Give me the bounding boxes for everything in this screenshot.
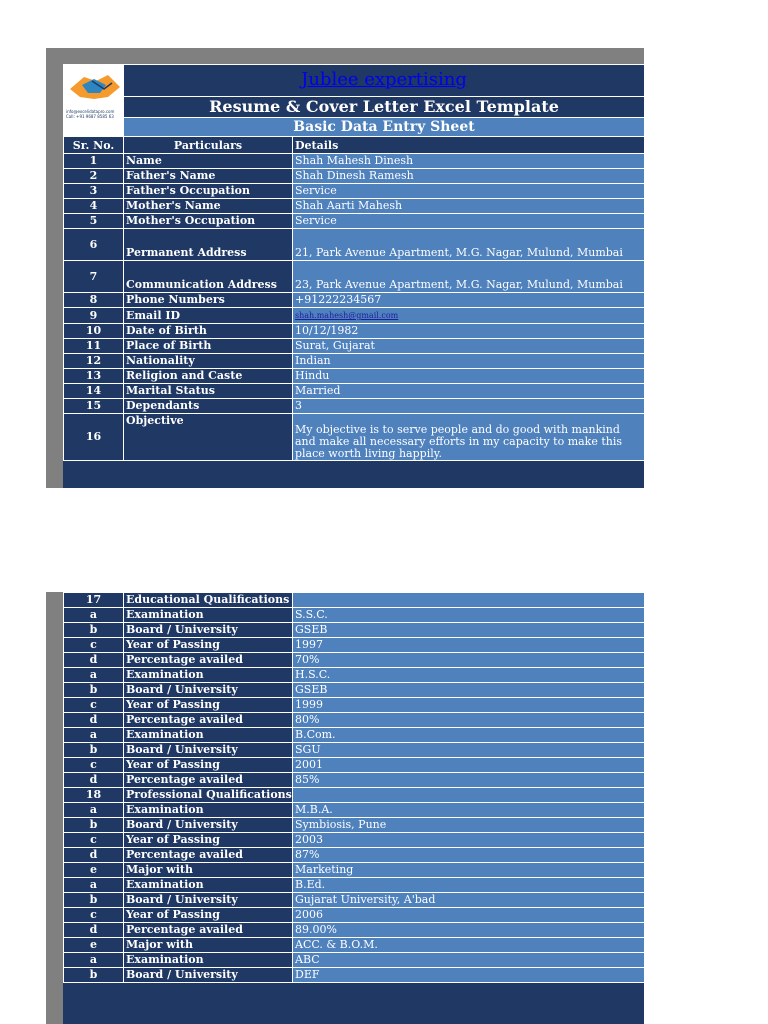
row-label: Father's Name [124,169,293,184]
sheet-subtitle: Basic Data Entry Sheet [124,118,645,137]
row-number: c [64,758,124,773]
row-value-cell[interactable]: 2001 [293,758,645,773]
table-row [64,169,645,184]
row-value-cell[interactable]: H.S.C. [293,668,645,683]
table-row [64,324,645,339]
row-number: 6 [64,229,124,261]
row-value-cell[interactable] [293,788,645,803]
row-value-cell[interactable]: Service [293,214,645,229]
table-row [64,803,645,818]
row-value-cell[interactable]: 21, Park Avenue Apartment, M.G. Nagar, Mulund, Mumbai [293,229,645,261]
row-value-cell[interactable]: Gujarat University, A'bad [293,893,645,908]
row-number: e [64,863,124,878]
logo-phone: Call: +91 9687 8585 63 [66,114,114,119]
table-row [64,154,645,169]
row-value-cell[interactable]: Marketing [293,863,645,878]
row-number: b [64,893,124,908]
row-label: Year of Passing [124,833,293,848]
row-number: a [64,728,124,743]
row-number: b [64,623,124,638]
row-label: Communication Address [124,261,293,293]
table-row [64,608,645,623]
row-label: Permanent Address [124,229,293,261]
row-number: 9 [64,308,124,324]
logo [64,65,124,137]
basic-data-table [63,64,645,461]
row-value-cell[interactable]: B.Com. [293,728,645,743]
row-number: 15 [64,399,124,414]
row-number: d [64,653,124,668]
row-value-cell[interactable]: Surat, Gujarat [293,339,645,354]
row-value-cell[interactable]: Symbiosis, Pune [293,818,645,833]
row-value-cell[interactable] [293,593,645,608]
table-row [64,848,645,863]
row-number: 7 [64,261,124,293]
table-row [64,953,645,968]
table-row [64,384,645,399]
table-row [64,369,645,384]
row-number: a [64,878,124,893]
row-number: 2 [64,169,124,184]
row-label: Percentage availed [124,713,293,728]
row-label: Major with [124,863,293,878]
row-value-cell[interactable]: Indian [293,354,645,369]
column-header-srno: Sr. No. [64,137,124,154]
brand-link[interactable]: Jublee expertising [301,68,467,90]
table-row [64,938,645,953]
row-label: Year of Passing [124,698,293,713]
row-label: Dependants [124,399,293,414]
table-row [64,743,645,758]
row-number: 8 [64,293,124,308]
table-row [64,339,645,354]
table-row [64,623,645,638]
table-row [64,863,645,878]
table-row [64,908,645,923]
row-label: Father's Occupation [124,184,293,199]
row-label: Percentage availed [124,848,293,863]
row-value-cell[interactable]: S.S.C. [293,608,645,623]
row-number: 5 [64,214,124,229]
table-row [64,308,645,324]
row-label: Board / University [124,818,293,833]
row-value-cell[interactable]: Shah Aarti Mahesh [293,199,645,214]
row-label: Date of Birth [124,324,293,339]
table-row [64,293,645,308]
row-label: Place of Birth [124,339,293,354]
table-row [64,653,645,668]
table-row [64,698,645,713]
table-row [64,683,645,698]
row-number: b [64,968,124,983]
row-number: 17 [64,593,124,608]
row-label: Board / University [124,683,293,698]
row-value-cell[interactable] [293,308,645,324]
row-label: Phone Numbers [124,293,293,308]
table-row [64,229,645,261]
row-number: 4 [64,199,124,214]
column-header-details: Details [293,137,645,154]
row-label: Religion and Caste [124,369,293,384]
row-label: Professional Qualifications [124,788,293,803]
row-label: Percentage availed [124,653,293,668]
row-number: d [64,713,124,728]
row-label: Marital Status [124,384,293,399]
row-value-cell[interactable]: Shah Mahesh Dinesh [293,154,645,169]
row-value-cell[interactable]: GSEB [293,623,645,638]
row-label: Examination [124,668,293,683]
table-row [64,713,645,728]
data-entry-sheet-page-2 [46,592,644,1024]
email-link[interactable]: shah.mahesh@gmail.com [295,311,399,320]
table-row [64,968,645,983]
table-row [64,354,645,369]
table-row [64,668,645,683]
table-row [64,399,645,414]
table-row [64,593,645,608]
table-row [64,199,645,214]
row-number: e [64,938,124,953]
column-header-particulars: Particulars [124,137,293,154]
row-number: b [64,743,124,758]
row-value-cell[interactable]: DEF [293,968,645,983]
data-entry-sheet-page-1 [46,48,644,488]
row-value-cell[interactable]: Service [293,184,645,199]
row-label: Major with [124,938,293,953]
table-row [64,878,645,893]
row-value-cell[interactable]: 1997 [293,638,645,653]
row-label: Mother's Occupation [124,214,293,229]
row-label: Mother's Name [124,199,293,214]
row-value-cell[interactable]: 89.00% [293,923,645,938]
row-label: Percentage availed [124,773,293,788]
row-value-cell[interactable]: Shah Dinesh Ramesh [293,169,645,184]
row-value-cell[interactable]: 1999 [293,698,645,713]
row-number: c [64,833,124,848]
table-row [64,788,645,803]
column-header-row [64,137,645,154]
row-number: a [64,953,124,968]
handshake-logo-icon [64,67,124,107]
row-number: 16 [64,414,124,461]
row-number: b [64,818,124,833]
row-number: c [64,638,124,653]
row-value-cell[interactable]: Married [293,384,645,399]
table-row [64,184,645,199]
row-label: Email ID [124,308,293,324]
row-value-cell[interactable]: 2003 [293,833,645,848]
row-number: c [64,908,124,923]
row-value-cell[interactable]: My objective is to serve people and do good with mankind and make all necessary efforts in my capacity to make this place worth living happily. [293,414,645,461]
row-value-cell[interactable]: +91222234567 [293,293,645,308]
table-row [64,414,645,461]
row-label: Board / University [124,893,293,908]
row-label: Examination [124,803,293,818]
row-value-cell[interactable]: 87% [293,848,645,863]
row-number: 1 [64,154,124,169]
row-number: 10 [64,324,124,339]
table-row [64,638,645,653]
row-number: 14 [64,384,124,399]
table-row [64,818,645,833]
row-label: Percentage availed [124,923,293,938]
row-value-cell[interactable]: GSEB [293,683,645,698]
row-label: Year of Passing [124,638,293,653]
row-label: Board / University [124,743,293,758]
table-row [64,728,645,743]
row-value-cell[interactable]: ACC. & B.O.M. [293,938,645,953]
row-label: Objective [124,414,293,461]
table-row [64,773,645,788]
row-number: d [64,773,124,788]
table-row [64,833,645,848]
table-row [64,758,645,773]
row-value-cell[interactable]: 85% [293,773,645,788]
table-row [64,214,645,229]
row-label: Examination [124,953,293,968]
row-label: Board / University [124,968,293,983]
row-value-cell[interactable]: ABC [293,953,645,968]
row-number: d [64,848,124,863]
row-number: 13 [64,369,124,384]
logo-email: info@excelidatapro.com [66,109,115,114]
table-row [64,893,645,908]
row-number: 12 [64,354,124,369]
row-number: a [64,803,124,818]
qualifications-table [63,592,644,983]
row-value-cell[interactable]: 80% [293,713,645,728]
row-value-cell[interactable]: 3 [293,399,645,414]
row-number: a [64,668,124,683]
table-row [64,261,645,293]
row-value-cell[interactable]: 2006 [293,908,645,923]
row-value-cell[interactable]: M.B.A. [293,803,645,818]
row-label: Examination [124,728,293,743]
row-label: Year of Passing [124,758,293,773]
row-label: Nationality [124,354,293,369]
row-value-cell[interactable]: SGU [293,743,645,758]
brand-row [64,65,645,97]
row-label: Year of Passing [124,908,293,923]
table-row [64,923,645,938]
row-label: Educational Qualifications [124,593,293,608]
row-value-cell[interactable]: Hindu [293,369,645,384]
row-label: Examination [124,878,293,893]
row-label: Name [124,154,293,169]
row-value-cell[interactable]: 23, Park Avenue Apartment, M.G. Nagar, Mulund, Mumbai [293,261,645,293]
page-title: Resume & Cover Letter Excel Template [124,97,645,118]
row-number: c [64,698,124,713]
row-number: d [64,923,124,938]
row-label: Board / University [124,623,293,638]
row-value-cell[interactable]: B.Ed. [293,878,645,893]
row-number: a [64,608,124,623]
row-number: 3 [64,184,124,199]
row-number: 11 [64,339,124,354]
row-label: Examination [124,608,293,623]
row-value-cell[interactable]: 10/12/1982 [293,324,645,339]
row-number: b [64,683,124,698]
row-value-cell[interactable]: 70% [293,653,645,668]
row-number: 18 [64,788,124,803]
